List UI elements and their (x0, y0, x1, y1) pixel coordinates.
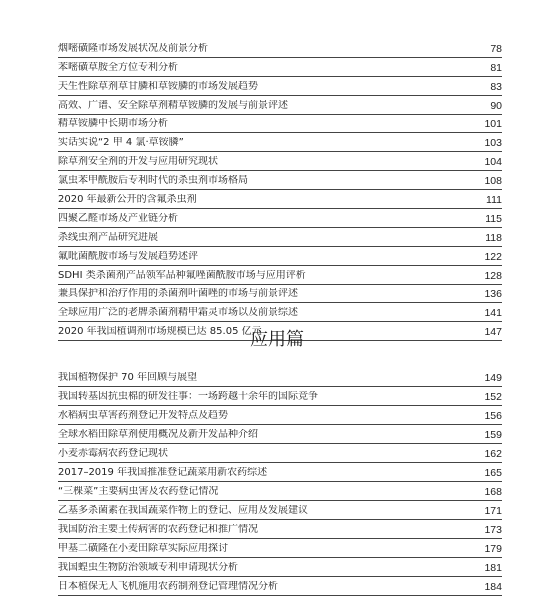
toc-entry[interactable] (58, 425, 502, 444)
toc-entry-page-number: 147 (484, 326, 502, 339)
toc-entry[interactable] (58, 115, 502, 134)
toc-entry-page-number: 115 (485, 212, 502, 225)
toc-entry[interactable] (58, 285, 502, 304)
toc-entry[interactable] (58, 387, 502, 406)
toc-entry-page-number: 122 (484, 250, 502, 263)
toc-entry-title: 2020 年我国植调剂市场规模已达 85.05 亿元 (58, 326, 262, 338)
toc-entry[interactable] (58, 482, 502, 501)
toc-entry-title: 高效、广谱、安全除草剂精草铵膦的发展与前景评述 (58, 99, 288, 111)
toc-entry-title: 甲基二磺隆在小麦田除草实际应用探讨 (58, 543, 228, 554)
toc-entry[interactable] (58, 171, 502, 190)
toc-entry[interactable] (58, 96, 502, 115)
toc-entry-title: “三棵菜”主要病虫害及农药登记情况 (58, 486, 219, 497)
toc-entry[interactable] (58, 133, 502, 152)
toc-entry[interactable] (58, 58, 502, 77)
toc-entry[interactable] (58, 77, 502, 96)
toc-entry-page-number: 90 (490, 99, 502, 112)
toc-entry-title: 精草铵膦中长期市场分析 (58, 118, 168, 130)
toc-entry-title: 氯虫苯甲酰胺后专利时代的杀虫剂市场格局 (58, 175, 248, 187)
toc-entry[interactable] (58, 247, 502, 266)
toc-entry[interactable] (58, 152, 502, 171)
toc-entry[interactable] (58, 228, 502, 247)
toc-entry[interactable] (58, 303, 502, 322)
toc-entry-title: 乙基多杀菌素在我国蔬菜作物上的登记、应用及发展建议 (58, 505, 308, 516)
toc-entry-page-number: 83 (490, 80, 502, 93)
toc-entry-page-number: 108 (484, 175, 502, 188)
toc-entry-title: 天生性除草剂草甘膦和草铵膦的市场发展趋势 (58, 80, 258, 92)
toc-entry[interactable] (58, 406, 502, 425)
toc-entry-page-number: 181 (484, 562, 502, 574)
toc-entry-page-number: 78 (490, 42, 502, 55)
toc-entry[interactable] (58, 463, 502, 482)
toc-entry[interactable] (58, 501, 502, 520)
toc-entry[interactable] (58, 520, 502, 539)
toc-entry[interactable] (58, 444, 502, 463)
toc-entry-page-number: 149 (484, 372, 502, 384)
toc-entry-page-number: 168 (484, 486, 502, 498)
toc-entry-title: 全球应用广泛的老牌杀菌剂精甲霜灵市场以及前景综述 (58, 307, 298, 319)
toc-entry-title: 我国蝗虫生物防治领域专利申请现状分析 (58, 562, 238, 573)
toc-entry-title: 全球水稻田除草剂使用概况及新开发品种介绍 (58, 429, 258, 440)
toc-entry-page-number: 141 (484, 307, 502, 320)
toc-entry[interactable] (58, 368, 502, 387)
toc-entry-title: 四聚乙醛市场及产业链分析 (58, 212, 178, 224)
toc-entry[interactable] (58, 266, 502, 285)
toc-entry-page-number: 165 (484, 467, 502, 479)
toc-entry[interactable] (58, 209, 502, 228)
toc-entry-page-number: 103 (484, 137, 502, 150)
toc-list-bottom (58, 368, 502, 596)
toc-entry-page-number: 162 (484, 448, 502, 460)
toc-entry-title: 2017–2019 年我国推准登记蔬菜用新农药综述 (58, 467, 268, 478)
toc-list-top (58, 39, 502, 341)
toc-entry-page-number: 101 (484, 118, 502, 131)
toc-entry[interactable] (58, 190, 502, 209)
toc-entry-page-number: 179 (484, 543, 502, 555)
toc-entry-page-number: 128 (484, 269, 502, 282)
toc-entry-page-number: 171 (484, 505, 502, 517)
toc-entry-title: 小麦赤霉病农药登记现状 (58, 448, 168, 459)
toc-entry-title: 我国转基因抗虫棉的研发往事：一场跨越十余年的国际竞争 (58, 391, 318, 402)
toc-entry[interactable] (58, 558, 502, 577)
toc-entry-page-number: 184 (484, 581, 502, 593)
toc-entry-title: 氟吡菌酰胺市场与发展趋势述评 (58, 250, 198, 262)
toc-entry-page-number: 104 (484, 156, 502, 169)
toc-entry-title: 兼具保护和治疗作用的杀菌剂叶菌唑的市场与前景评述 (58, 288, 298, 300)
toc-entry-title: 除草剂安全剂的开发与应用研究现状 (58, 156, 218, 168)
toc-entry-title: 我国防治主要土传病害的农药登记和推广情况 (58, 524, 258, 535)
toc-entry-title: 水稻病虫草害药剂登记开发特点及趋势 (58, 410, 228, 421)
toc-entry-page-number: 118 (485, 231, 502, 244)
toc-entry-page-number: 152 (484, 391, 502, 403)
toc-entry-page-number: 111 (486, 194, 502, 207)
toc-entry[interactable] (58, 577, 502, 596)
toc-entry-title: 烟嘧磺隆市场发展状况及前景分析 (58, 42, 208, 54)
toc-entry-title: 我国植物保护 70 年回顾与展望 (58, 372, 198, 383)
toc-entry-title: SDHI 类杀菌剂产品领军品种氟唑菌酰胺市场与应用评析 (58, 269, 306, 281)
toc-entry-title: 2020 年最新公开的含氟杀虫剂 (58, 194, 197, 206)
toc-entry[interactable] (58, 539, 502, 558)
toc-entry-title: 杀线虫剂产品研究进展 (58, 231, 158, 243)
toc-entry-page-number: 81 (490, 61, 502, 74)
toc-entry-page-number: 136 (484, 288, 502, 301)
section-title: 应用篇 (250, 329, 304, 350)
toc-entry-title: 苯嘧磺草胺全方位专利分析 (58, 61, 178, 73)
toc-entry[interactable] (58, 39, 502, 58)
toc-entry-page-number: 159 (484, 429, 502, 441)
toc-entry-title: 实话实说“2 甲 4 氯·草铵膦” (58, 137, 184, 149)
toc-entry-title: 日本植保无人飞机施用农药制剂登记管理情况分析 (58, 581, 278, 592)
toc-entry-page-number: 173 (484, 524, 502, 536)
toc-entry-page-number: 156 (484, 410, 502, 422)
